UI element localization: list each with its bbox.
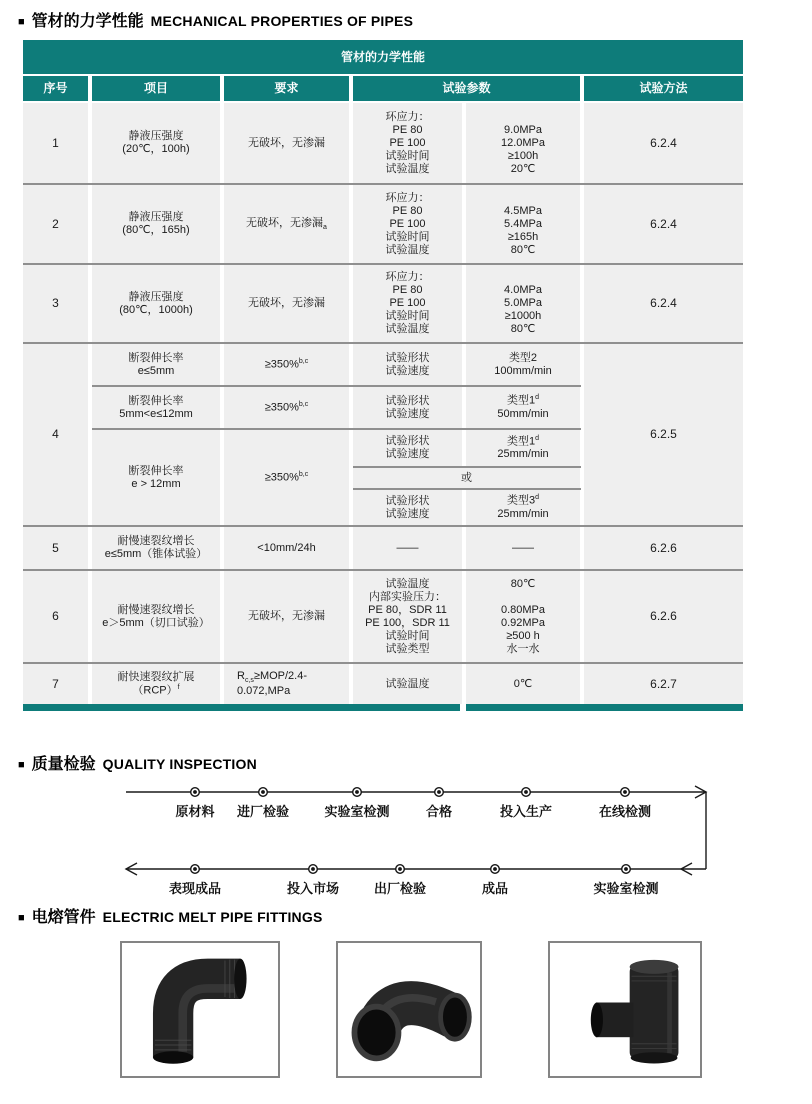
cell-or: 或 xyxy=(353,468,580,488)
cell-param-labels: 环应力： PE 80 PE 100 试验时间 试验温度 xyxy=(353,103,462,183)
cell-param-labels: 环应力： PE 80 PE 100 试验时间 试验温度 xyxy=(353,185,462,263)
table-bottom-bar xyxy=(466,704,743,711)
section-title-cn: 电熔管件 xyxy=(31,909,96,926)
flow-step-label: 成品 xyxy=(481,881,508,896)
cell-test-method: 6.2.4 xyxy=(584,103,743,183)
cell-requirement: 无破坏，无渗漏 xyxy=(224,571,349,662)
cell-row-number: 4 xyxy=(23,344,88,525)
flow-step-label: 在线检测 xyxy=(598,804,651,819)
cell-requirement: ≥350%$^{b,c}$ xyxy=(224,430,349,525)
table-bottom-bar xyxy=(23,704,460,711)
cell-row-number: 3 xyxy=(23,265,88,342)
cell-item: 耐慢速裂纹增长 e＞5mm（切口试验） xyxy=(92,571,220,662)
table-separator xyxy=(92,428,581,430)
table-separator xyxy=(23,569,743,571)
section-title-en: MECHANICAL PROPERTIES OF PIPES xyxy=(150,13,414,29)
cell-param-labels: 试验温度 xyxy=(353,664,462,704)
fitting-photo-elbow-angled xyxy=(336,941,482,1078)
cell-param-labels: 试验形状 试验速度 xyxy=(353,344,462,385)
table-separator xyxy=(92,385,581,387)
flow-step-label: 投入生产 xyxy=(499,804,552,819)
elbow-fitting-image xyxy=(342,950,476,1070)
cell-param-values: —— xyxy=(466,527,580,569)
cell-item: 断裂伸长率 5mm<e≤12mm xyxy=(92,387,220,428)
column-header: 要求 xyxy=(224,76,349,101)
cell-test-method: 6.2.7 xyxy=(584,664,743,704)
cell-item: 静液压强度 (20℃，100h) xyxy=(92,103,220,183)
section-title-cn: 质量检验 xyxy=(31,756,96,773)
flow-step-label: 实验室检测 xyxy=(324,804,390,819)
cell-requirement: 无破坏，无渗漏 xyxy=(224,265,349,342)
flow-step-label: 出厂检验 xyxy=(373,881,426,896)
cell-row-number: 5 xyxy=(23,527,88,569)
square-bullet-icon: ■ xyxy=(18,759,25,771)
table-separator xyxy=(23,342,743,344)
flow-step-label: 原材料 xyxy=(175,804,215,819)
cell-item: 静液压强度 (80℃，165h) xyxy=(92,185,220,263)
cell-item: 静液压强度 (80℃，1000h) xyxy=(92,265,220,342)
section-title-en: QUALITY INSPECTION xyxy=(102,756,257,772)
column-header: 项目 xyxy=(92,76,220,101)
cell-param-labels: 试验形状 试验速度 xyxy=(353,490,462,525)
table-separator xyxy=(353,488,581,490)
cell-requirement: ≥350%$^{b,c}$ xyxy=(224,344,349,385)
cell-requirement: 无破坏，无渗漏 xyxy=(224,103,349,183)
cell-item: 断裂伸长率 e≤5mm xyxy=(92,344,220,385)
cell-requirement: ≥350%$^{b,c}$ xyxy=(224,387,349,428)
cell-item: 断裂伸长率 e > 12mm xyxy=(92,430,220,525)
cell-param-values: 80℃ 0.80MPa 0.92MPa ≥500 h 水一水 xyxy=(466,571,580,662)
cell-param-values: 类型3$^d$ 25mm/min xyxy=(466,490,580,525)
square-bullet-icon: ■ xyxy=(18,912,25,924)
fitting-photo-tee xyxy=(548,941,702,1078)
flow-step-label: 合格 xyxy=(425,804,452,819)
table-separator xyxy=(23,183,743,185)
cell-param-values: 4.5MPa 5.4MPa ≥165h 80℃ xyxy=(466,185,580,263)
square-bullet-icon: ■ xyxy=(18,16,25,28)
column-header: 试验参数 xyxy=(353,76,580,101)
cell-requirement: 无破坏，无渗漏$_a$ xyxy=(224,185,349,263)
flow-step-label: 表现成品 xyxy=(168,881,221,896)
column-header: 试验方法 xyxy=(584,76,743,101)
cell-requirement: <10mm/24h xyxy=(224,527,349,569)
cell-param-labels: 试验温度 内部实验压力： PE 80，SDR 11 PE 100，SDR 11 试验时间 试验类型 xyxy=(353,571,462,662)
cell-param-labels: 试验形状 试验速度 xyxy=(353,387,462,428)
elbow-fitting-image xyxy=(130,950,270,1070)
cell-param-values: 0℃ xyxy=(466,664,580,704)
flow-step-label: 投入市场 xyxy=(286,881,339,896)
cell-row-number: 1 xyxy=(23,103,88,183)
cell-test-method: 6.2.6 xyxy=(584,571,743,662)
cell-row-number: 7 xyxy=(23,664,88,704)
table-title: 管材的力学性能 xyxy=(23,40,743,74)
section-title-quality-inspection xyxy=(18,751,257,774)
table-separator xyxy=(353,466,581,468)
cell-param-values: 类型1$^d$ 50mm/min xyxy=(466,387,580,428)
cell-param-labels: 试验形状 试验速度 xyxy=(353,430,462,466)
cell-row-number: 6 xyxy=(23,571,88,662)
flow-step-label: 实验室检测 xyxy=(593,881,659,896)
cell-test-method: 6.2.5 xyxy=(584,344,743,525)
tee-fitting-image xyxy=(554,950,696,1070)
cell-item: 耐快速裂纹扩展 （RCP）$^f$ xyxy=(92,664,220,704)
cell-test-method: 6.2.6 xyxy=(584,527,743,569)
cell-param-labels: 环应力： PE 80 PE 100 试验时间 试验温度 xyxy=(353,265,462,342)
cell-param-labels: —— xyxy=(353,527,462,569)
cell-item: 耐慢速裂纹增长 e≤5mm（锥体试验） xyxy=(92,527,220,569)
cell-test-method: 6.2.4 xyxy=(584,265,743,342)
cell-param-values: 9.0MPa 12.0MPa ≥100h 20℃ xyxy=(466,103,580,183)
flow-step-label: 进厂检验 xyxy=(236,804,289,819)
table-separator xyxy=(23,662,743,664)
cell-requirement: $R_{c,s}\ge MOP/2.4-$ 0.072,MPa xyxy=(224,664,349,704)
cell-param-values: 类型1$^d$ 25mm/min xyxy=(466,430,580,466)
cell-row-number: 2 xyxy=(23,185,88,263)
table-separator xyxy=(23,525,743,527)
cell-param-values: 4.0MPa 5.0MPa ≥1000h 80℃ xyxy=(466,265,580,342)
section-title-cn: 管材的力学性能 xyxy=(31,13,144,30)
section-title-electric-melt-fittings xyxy=(18,904,322,927)
column-header: 序号 xyxy=(23,76,88,101)
table-separator xyxy=(23,263,743,265)
section-title-en: ELECTRIC MELT PIPE FITTINGS xyxy=(102,909,323,925)
cell-param-values: 类型2 100mm/min xyxy=(466,344,580,385)
fitting-photo-elbow-side xyxy=(120,941,280,1078)
cell-test-method: 6.2.4 xyxy=(584,185,743,263)
